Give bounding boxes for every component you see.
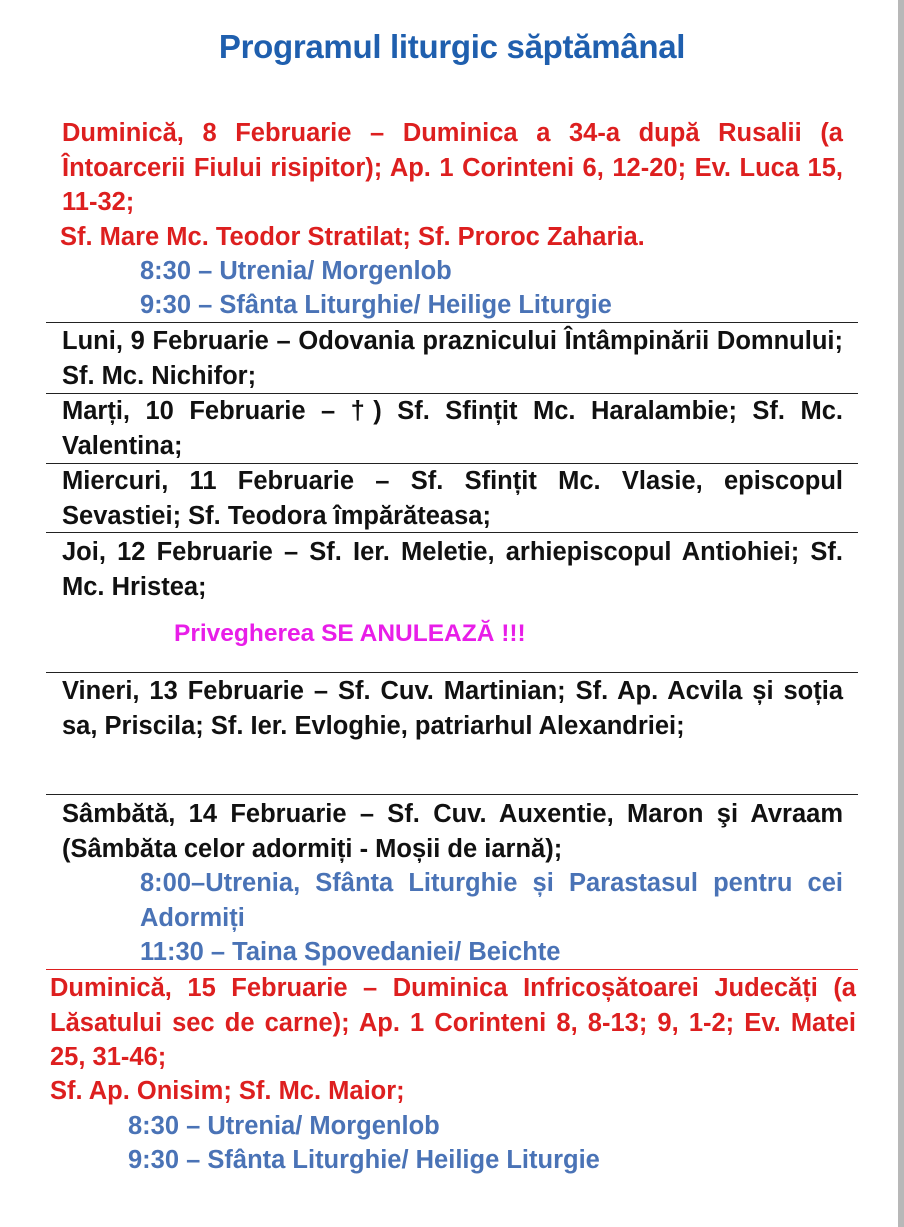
sunday-8-text: Duminică, 8 Februarie – Duminica a 34-a după Rusalii (a Întoarcerii Fiului risipitor); Ap. 1 Corinteni 6, 12-20; Ev. Luca 15, 11-32; bbox=[62, 119, 843, 216]
divider bbox=[46, 532, 858, 533]
divider bbox=[46, 794, 858, 795]
day-tuesday-10: Marți, 10 Februarie – †) Sf. Sfințit Mc. Haralambie; Sf. Mc. Valentina; bbox=[62, 397, 843, 460]
sunday-8-saints: Sf. Mare Mc. Teodor Stratilat; Sf. Proroc Zaharia. bbox=[60, 223, 645, 251]
saturday-14-text: Sâmbătă, 14 Februarie – Sf. Cuv. Auxentie, Maron şi Avraam (Sâmbăta celor adormiți - Moșii de iarnă); bbox=[62, 800, 843, 863]
page-edge bbox=[898, 0, 904, 1227]
day-monday-9: Luni, 9 Februarie – Odovania praznicului Întâmpinării Domnului; Sf. Mc. Nichifor; bbox=[62, 327, 843, 390]
sunday-8-service-liturghie: 9:30 – Sfânta Liturghie/ Heilige Liturgie bbox=[140, 291, 612, 319]
saturday-14-service-spovedanie: 11:30 – Taina Spovedaniei/ Beichte bbox=[140, 938, 561, 966]
divider bbox=[46, 672, 858, 673]
saturday-14-service-parastas: 8:00–Utrenia, Sfânta Liturghie și Parastasul pentru cei Adormiți bbox=[140, 869, 843, 932]
thursday-12-text: Joi, 12 Februarie – Sf. Ier. Meletie, arhiepiscopul Antiohiei; Sf. Mc. Hristea; bbox=[62, 538, 843, 601]
page-title: Programul liturgic săptămânal bbox=[218, 28, 686, 65]
divider bbox=[46, 969, 858, 970]
sunday-15-service-liturghie: 9:30 – Sfânta Liturghie/ Heilige Liturgie bbox=[128, 1146, 600, 1174]
divider bbox=[46, 322, 858, 323]
thursday-notice: Privegherea SE ANULEAZĂ !!! bbox=[174, 620, 526, 647]
sunday-15-service-utrenia: 8:30 – Utrenia/ Morgenlob bbox=[128, 1112, 440, 1140]
day-wednesday-11: Miercuri, 11 Februarie – Sf. Sfințit Mc. Vlasie, episcopul Sevastiei; Sf. Teodora împărăteasa; bbox=[62, 467, 843, 530]
sunday-8-service-utrenia: 8:30 – Utrenia/ Morgenlob bbox=[140, 257, 452, 285]
sunday-15-saints: Sf. Ap. Onisim; Sf. Mc. Maior; bbox=[50, 1077, 405, 1105]
sunday-15-text: Duminică, 15 Februarie – Duminica Infricoșătoarei Judecăți (a Lăsatului sec de carne); Ap. 1 Corinteni 8, 8-13; 9, 1-2; Ev. Matei 25, 31-46; bbox=[50, 974, 856, 1071]
day-friday-13: Vineri, 13 Februarie – Sf. Cuv. Martinian; Sf. Ap. Acvila și soția sa, Priscila; Sf. Ier. Evloghie, patriarhul Alexandriei; bbox=[62, 677, 843, 740]
